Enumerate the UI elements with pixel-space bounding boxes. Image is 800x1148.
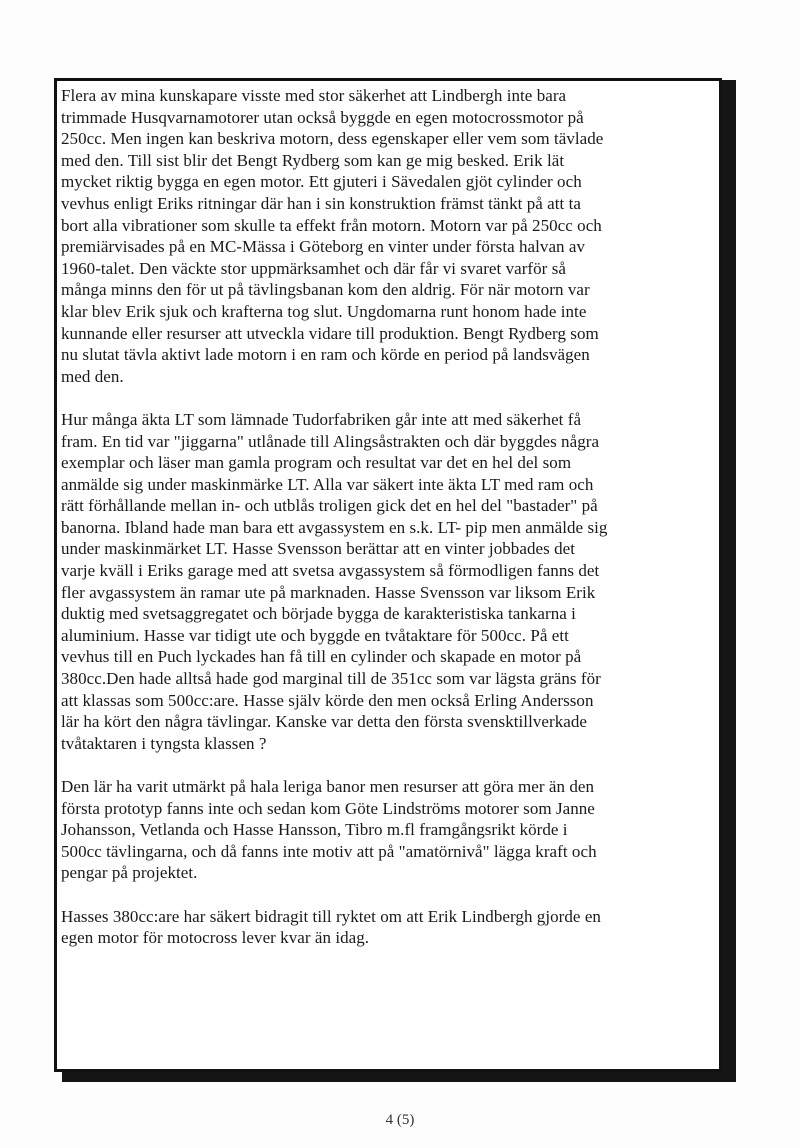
paragraph-1	[61, 85, 717, 387]
text-line: rätt förhållande mellan in- och utblås troligen gick det en hel del "bastader" på	[61, 496, 598, 516]
text-line: bort alla vibrationer som skulle ta effekt från motorn. Motorn var på 250cc och	[61, 215, 602, 235]
text-line: anmälde sig under maskinmärke LT. Alla var säkert inte äkta LT med ram och	[61, 474, 594, 494]
text-line: vevhus enligt Eriks ritningar där han i sin konstruktion främst tänkt på att ta	[61, 193, 581, 213]
text-line: tvåtaktaren i tyngsta klassen ?	[61, 733, 267, 753]
text-line: kunnande eller resurser att utveckla vidare till produktion. Bengt Rydberg som	[61, 323, 599, 343]
text-line: under maskinmärket LT. Hasse Svensson berättar att en vinter jobbades det	[61, 539, 575, 559]
text-line: egen motor för motocross lever kvar än idag.	[61, 928, 370, 948]
text-line: Hur många äkta LT som lämnade Tudorfabriken går inte att med säkerhet få	[61, 409, 582, 429]
text-line: med den.	[61, 366, 124, 386]
text-line: exemplar och läser man gamla program och resultat var det en hel del som	[61, 453, 572, 473]
text-line: många minns den för ut på tävlingsbanan kom den aldrig. För när motorn var	[61, 280, 590, 300]
paragraph-4	[61, 906, 717, 949]
document-body	[61, 85, 717, 970]
text-line: vevhus till en Puch lyckades han få till en cylinder och skapade en motor på	[61, 647, 582, 667]
text-line: nu slutat tävla aktivt lade motorn i en ram och körde en period på landsvägen	[61, 345, 590, 365]
text-line: klar blev Erik sjuk och krafterna tog slut. Ungdomarna runt honom hade inte	[61, 301, 587, 321]
text-line: 380cc.Den hade alltså hade god marginal till de 351cc som var lägsta gräns för	[61, 669, 601, 689]
text-line: Hasses 380cc:are har säkert bidragit till ryktet om att Erik Lindbergh gjorde en	[61, 906, 601, 926]
paragraph-2	[61, 409, 717, 755]
text-line: trimmade Husqvarnamotorer utan också byggde en egen motocrossmotor på	[61, 107, 584, 127]
text-line: pengar på projektet.	[61, 863, 198, 883]
text-line: 1960-talet. Den väckte stor uppmärksamhet och där får vi svaret varför så	[61, 258, 566, 278]
text-line: lär ha kört den några tävlingar. Kanske var detta den första svensktillverkade	[61, 712, 587, 732]
text-line: Johansson, Vetlanda och Hasse Hansson, Tibro m.fl framgångsrikt körde i	[61, 820, 568, 840]
text-line: varje kväll i Eriks garage med att svetsa avgassystem så förmodligen fanns det	[61, 561, 600, 581]
text-line: fram. En tid var "jiggarna" utlånade till Alingsåstrakten och där byggdes några	[61, 431, 600, 451]
text-line: Den lär ha varit utmärkt på hala leriga banor men resurser att göra mer än den	[61, 777, 595, 796]
text-line: Flera av mina kunskapare visste med stor säkerhet att Lindbergh inte bara	[61, 86, 567, 105]
paragraph-3	[61, 776, 717, 884]
text-line: duktig med svetsaggregatet och började bygga de karakteristiska tankarna i	[61, 604, 576, 624]
text-line: premiärvisades på en MC-Mässa i Göteborg en vinter under första halvan av	[61, 237, 586, 257]
text-line: 250cc. Men ingen kan beskriva motorn, dess egenskaper eller vem som tävlade	[61, 129, 604, 149]
text-line: första prototyp fanns inte och sedan kom Göte Lindströms motorer som Janne	[61, 798, 595, 818]
text-line: fler avgassystem än ramar ute på marknaden. Hasse Svensson var liksom Erik	[61, 582, 596, 602]
text-line: mycket riktig bygga en egen motor. Ett gjuteri i Sävedalen gjöt cylinder och	[61, 172, 582, 192]
text-line: aluminium. Hasse var tidigt ute och byggde en tvåtaktare för 500cc. På ett	[61, 625, 569, 645]
text-line: att klassas som 500cc:are. Hasse själv körde den men också Erling Andersson	[61, 690, 594, 710]
text-line: med den. Till sist blir det Bengt Rydberg som kan ge mig besked. Erik lät	[61, 150, 565, 170]
text-line: 500cc tävlingarna, och då fanns inte motiv att på "amatörnivå" lägga kraft och	[61, 841, 597, 861]
page-number: 4 (5)	[385, 1112, 415, 1128]
text-line: banorna. Ibland hade man bara ett avgassystem en s.k. LT- pip men anmälde sig	[61, 517, 608, 537]
